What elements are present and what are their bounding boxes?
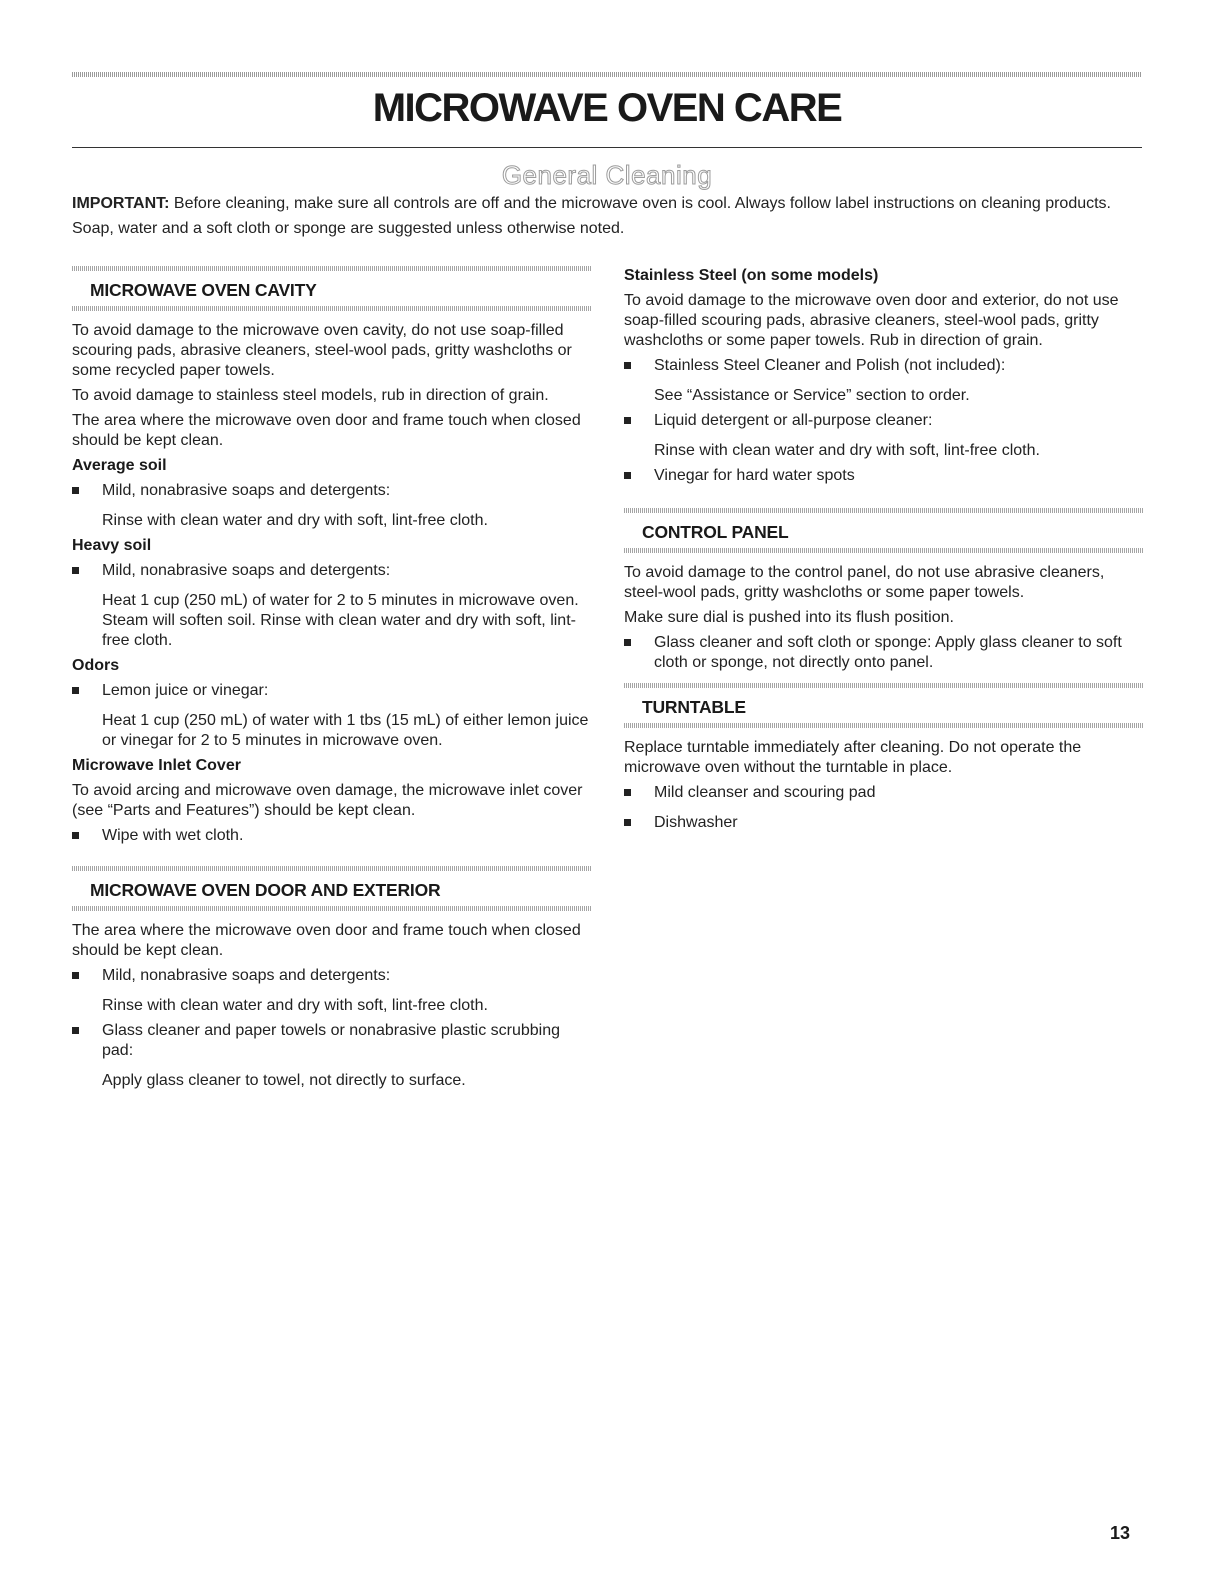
bullet-text: Liquid detergent or all-purpose cleaner: [654,412,933,429]
page-subtitle: General Cleaning [501,160,713,190]
bullet-item [624,633,1144,673]
bullet-item [624,813,1144,833]
bullet-detail: Rinse with clean water and dry with soft, lint-free cloth. [654,442,1040,459]
square-bullet-icon [624,819,631,826]
intro [72,194,1142,244]
hatch-rule [624,723,1144,728]
subheading-odors: Odors [72,657,120,674]
page-title: MICROWAVE OVEN CARE [372,86,842,130]
square-bullet-icon [624,362,631,369]
square-bullet-icon [72,832,79,839]
section-header [72,866,592,911]
bullet-item [624,356,1144,376]
section-title-cavity: MICROWAVE OVEN CAVITY [90,280,317,300]
paragraph: Make sure dial is pushed into its flush position. [624,609,954,626]
section-oven-cavity [72,266,592,846]
bullet-text: Wipe with wet cloth. [102,827,244,844]
bullet-text: Glass cleaner and soft cloth or sponge: Apply glass cleaner to soft cloth or sponge, not directly onto panel. [654,634,1122,671]
bullet-item [72,966,592,986]
bullet-text: Vinegar for hard water spots [654,467,855,484]
square-bullet-icon [72,972,79,979]
square-bullet-icon [72,567,79,574]
bullet-detail: Rinse with clean water and dry with soft, lint-free cloth. [102,997,488,1014]
subheading-average-soil: Average soil [72,457,167,474]
square-bullet-icon [72,1027,79,1034]
bullet-item [72,561,592,581]
bullet-text: Stainless Steel Cleaner and Polish (not included): [654,357,1006,374]
bullet-text: Mild, nonabrasive soaps and detergents: [102,562,391,579]
bullet-item [72,481,592,501]
section-turntable [624,683,1144,833]
section-header [72,266,592,311]
paragraph: To avoid damage to the control panel, do not use abrasive cleaners, steel-wool pads, gritty washcloths or some paper towels. [624,564,1105,601]
square-bullet-icon [624,472,631,479]
bullet-text: Dishwasher [654,814,738,831]
bullet-detail: See “Assistance or Service” section to order. [654,387,970,404]
paragraph: To avoid arcing and microwave oven damage, the microwave inlet cover (see “Parts and Features”) should be kept clean. [72,782,583,819]
hatch-rule [72,306,592,311]
bullet-item [72,826,592,846]
section-title-turntable: TURNTABLE [642,697,746,717]
title-divider [72,147,1142,148]
paragraph: To avoid damage to stainless steel models, rub in direction of grain. [72,387,549,404]
page-number: 13 [1110,1523,1131,1543]
square-bullet-icon [72,687,79,694]
bullet-text: Mild, nonabrasive soaps and detergents: [102,967,391,984]
square-bullet-icon [624,639,631,646]
bullet-detail: Rinse with clean water and dry with soft, lint-free cloth. [102,512,488,529]
hatch-rule [72,906,592,911]
important-note [72,194,1142,214]
paragraph: The area where the microwave oven door and frame touch when closed should be kept clean. [72,412,581,449]
subheading-heavy-soil: Heavy soil [72,537,152,554]
hatch-rule [624,548,1144,553]
section-title-control-panel: CONTROL PANEL [642,522,789,542]
bullet-item [624,411,1144,431]
section-control-panel [624,508,1144,673]
top-hatched-rule [72,72,1142,77]
bullet-item [624,783,1144,803]
bullet-detail: Heat 1 cup (250 mL) of water for 2 to 5 minutes in microwave oven. Steam will soften soil. Rinse with clean water and dry with soft, lint-free cloth. [102,592,579,649]
subheading-inlet-cover: Microwave Inlet Cover [72,757,241,774]
section-header [624,508,1144,553]
paragraph: To avoid damage to the microwave oven cavity, do not use soap-filled scouring pads, abrasive cleaners, steel-wool pads, gritty washcloths or some recycled paper towels. [72,322,572,379]
section-header [624,683,1144,728]
important-text: Before cleaning, make sure all controls are off and the microwave oven is cool. Always follow label instructions on cleaning products. [169,195,1111,212]
paragraph: To avoid damage to the microwave oven door and exterior, do not use soap-filled scouring pads, abrasive cleaners, steel-wool pads, gritty washcloths or some paper towels. Rub in direction of grain. [624,292,1119,349]
bullet-text: Mild cleanser and scouring pad [654,784,876,801]
bullet-detail: Heat 1 cup (250 mL) of water with 1 tbs (15 mL) of either lemon juice or vinegar for 2 to 5 minutes in microwave oven. [102,712,589,749]
square-bullet-icon [72,487,79,494]
bullet-text: Glass cleaner and paper towels or nonabrasive plastic scrubbing pad: [102,1022,561,1059]
bullet-text: Lemon juice or vinegar: [102,682,269,699]
bullet-item [72,1021,592,1061]
paragraph: The area where the microwave oven door and frame touch when closed should be kept clean. [72,922,581,959]
right-column [624,266,1144,843]
bullet-detail: Apply glass cleaner to towel, not directly to surface. [102,1072,466,1089]
subheading-stainless-steel: Stainless Steel (on some models) [624,267,879,284]
section-title-door: MICROWAVE OVEN DOOR AND EXTERIOR [90,880,441,900]
soap-note: Soap, water and a soft cloth or sponge are suggested unless otherwise noted. [72,220,625,237]
section-stainless-steel [624,266,1144,486]
section-door-exterior [72,866,592,1091]
bullet-item [72,681,592,701]
bullet-item [624,466,1144,486]
paragraph: Replace turntable immediately after cleaning. Do not operate the microwave oven without the turntable in place. [624,739,1082,776]
left-column [72,266,592,1096]
square-bullet-icon [624,417,631,424]
bullet-text: Mild, nonabrasive soaps and detergents: [102,482,391,499]
square-bullet-icon [624,789,631,796]
important-label: IMPORTANT: [72,195,170,212]
